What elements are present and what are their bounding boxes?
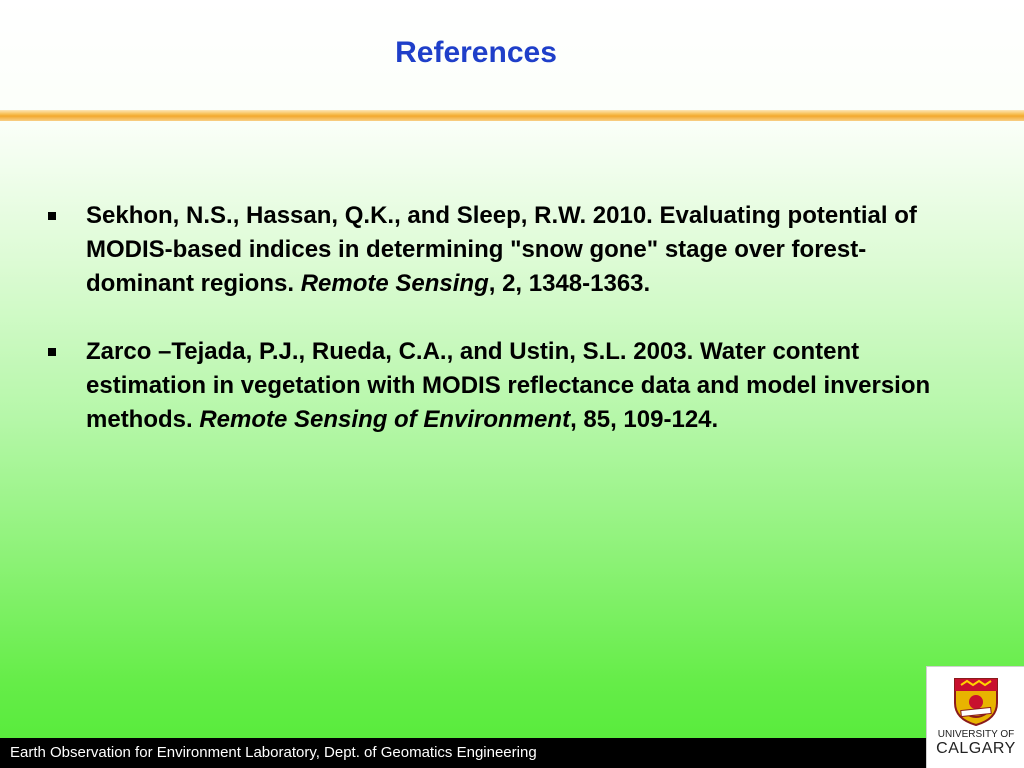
reference-text: Zarco –Tejada, P.J., Rueda, C.A., and Ustin, S.L. 2003. Water content estimation in vegetation with MODIS reflectance data and model inversion methods. [86,338,931,433]
reference-item [48,335,948,437]
university-crest-icon [951,675,1001,727]
bullet-square-icon [48,212,56,220]
logo-text-line1: UNIVERSITY OF [937,729,1015,740]
logo-text-line2: CALGARY [936,740,1016,757]
reference-list [48,199,948,437]
title-divider [0,110,1024,121]
reference-text: Sekhon, N.S., Hassan, Q.K., and Sleep, R.W. 2010. Evaluating potential of MODIS-based indices in determining "snow gone" stage over forest-dominant regions. [86,202,917,297]
footer-bar [0,738,926,768]
reference-item [48,199,948,301]
reference-details: , 2, 1348-1363. [488,270,651,297]
reference-journal: Remote Sensing of Environment [199,406,571,433]
reference-details: , 85, 109-124. [570,406,719,433]
university-logo [926,666,1024,768]
footer-text: Earth Observation for Environment Laboratory, Dept. of Geomatics Engineering [10,744,537,761]
slide-title: References [395,36,557,69]
bullet-square-icon [48,348,56,356]
reference-journal: Remote Sensing [300,270,489,297]
